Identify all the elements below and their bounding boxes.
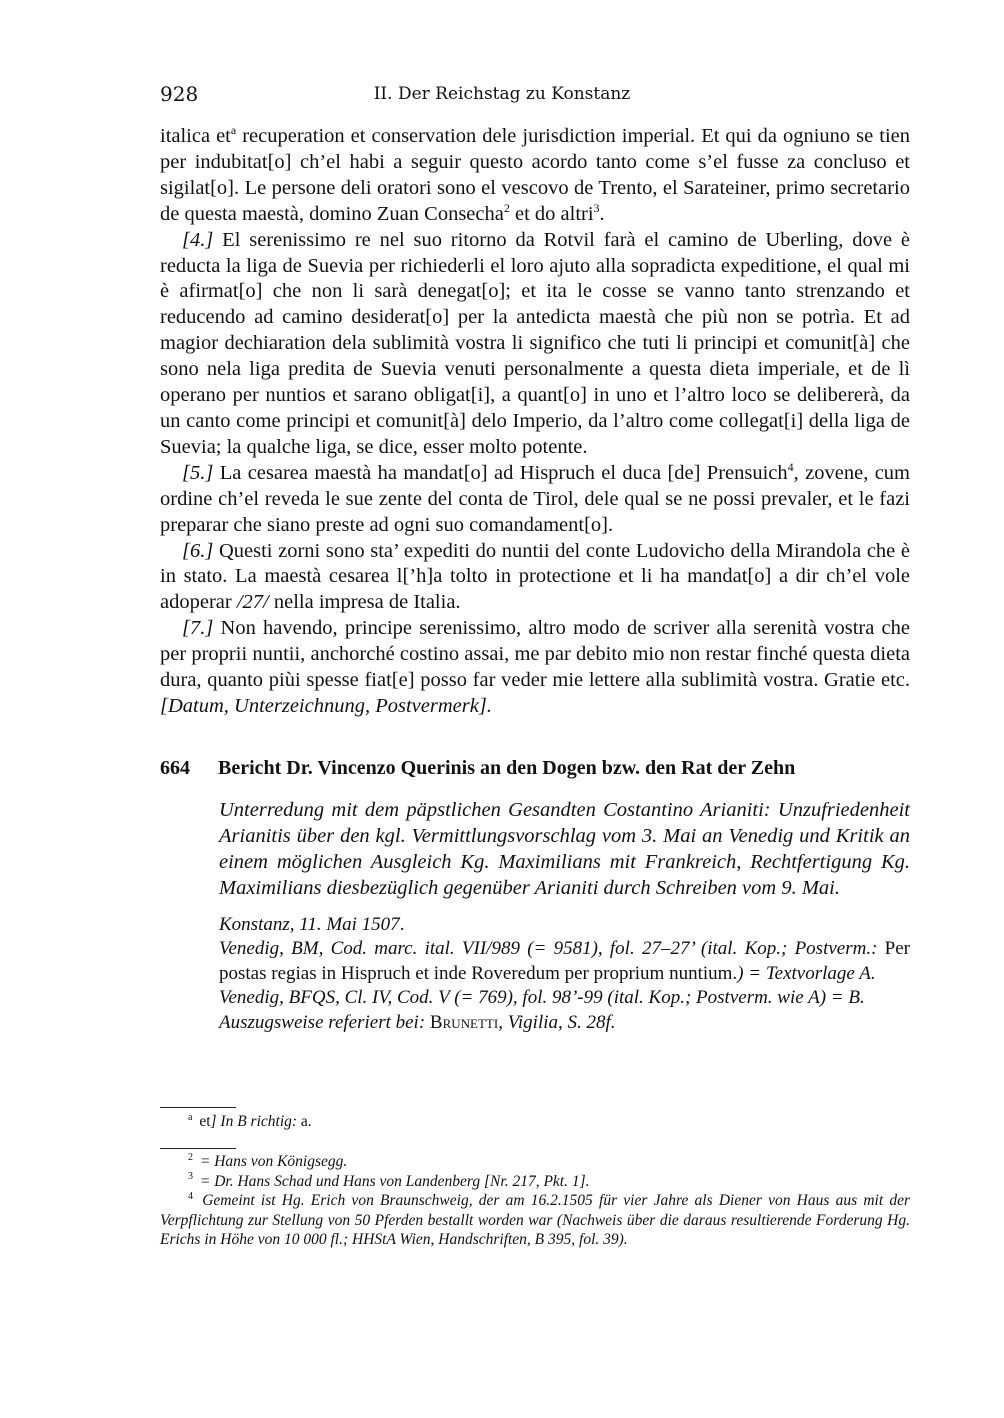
footnote-divider-number — [160, 1148, 236, 1149]
paragraph-4: [4.] El serenissimo re nel suo ritorno da Rotvil farà el camino de Uberling, dove è reducta la liga de Suevia per richiederli el loro ajuto alla sopradicta expeditione, el qual mi è afirmat[o] che non li sarà denegat[o]; et ita le cosse se vanno tanto strenzando et reducendo ad camino desiderat[o] per la antedicta maestà che più non se potrìa. Et ad magior dechiaration dela sublimità vostra li significo che tuti li principi et comunit[à] che sono nela liga predita de Suevia venuti personalmente a questa dieta imperiale, et de lì operano per nuntios et sarano obligat[i], a quant[o] in uno et l’altro loco se delibererà, da un canto come principi et comunit[à] delo Imperio, da l’altro come collegat[i] della liga de Suevia; la qualche liga, se dice, esser molto potente. — [160, 228, 910, 458]
document-abstract: Unterredung mit dem päpstlichen Gesandten Costantino Arianiti: Unzufriedenheit Arianitis über den kgl. Vermittlungsvorschlag vom 3. Mai an Venedig und Kritik an einem möglichen Ausgleich Kg. Maximilians mit Frankreich, Rechtfertigung Kg. Maximilians diesbezüglich gegenüber Arianiti durch Schreiben vom 9. Mai. — [219, 799, 910, 899]
paragraph-label: [6.] — [182, 539, 214, 562]
folio-marker: /27/ — [236, 591, 269, 614]
paragraph-label: [7.] — [182, 617, 214, 640]
source-a: Venedig, BM, Cod. marc. ital. VII/989 (= 9581), fol. 27–27’ (ital. Kop.; Postverm.: Per postas regias in Hispruch et inde Roveredum per proprium nuntium.) = Textvorlage A. — [219, 938, 910, 984]
paragraph-6: [6.] Questi zorni sono sta’ expediti do nuntii del conte Ludovicho della Mirandola che è in stato. La maestà cesarea l[’h]a tolto in protectione et li ha mandat[o] a dir ch’el vole adoperar /27/ nella impresa de Italia. — [160, 539, 910, 614]
literature-author: Brunetti — [429, 1011, 499, 1033]
document-heading — [160, 757, 910, 780]
place-date: Konstanz, 11. Mai 1507. — [219, 914, 405, 935]
paragraph-5: [5.] La cesarea maestà ha mandat[o] ad Hispruch el duca [de] Prensuich$^4$, zovene, cum ordine ch’el reveda le sue zente del conta de Tirol, dele qual se ne possi prevaler, et le fazi preparar che siano preste ad ogni suo comandament[o]. — [160, 459, 910, 536]
footnotes-number — [160, 1152, 910, 1250]
footnote-divider-letter — [160, 1107, 236, 1108]
footnote-3: $^3$ = Dr. Hans Schad und Hans von Landenberg [Nr. 217, Pkt. 1]. — [188, 1171, 590, 1190]
paragraph-label: [4.] — [182, 228, 214, 251]
paragraph-label: [5.] — [182, 461, 214, 484]
paragraph-1: italica $et^a$ recuperation et conservation dele jurisdiction imperial. Et qui da ogniuno se tien per indubitat[o] ch’el habi a seguir questo acordo tanto come s’el fusse za concluso et sigilat[o]. Le persone deli oratori sono el vescovo de Trento, el Sarateiner, primo secretario de questa maestà, domino Zuan Consecha$^2$ et do altri$^3$. — [160, 123, 910, 225]
paragraph-7: [7.] Non havendo, principe serenissimo, altro modo de scriver alla serenità vostra che per proprii nuntii, anchorché costino assai, me par debito mio non restar finché questa dieta dura, quanto piùi spesse fiat[e] posso far veder mie lettere alla sublimità vostra. Gratie etc. [Datum, Unterzeichnung, Postvermerk]. — [160, 617, 910, 717]
running-head: II. Der Reichstag zu Konstanz — [373, 84, 631, 104]
footnote-ref-a: a — [230, 123, 237, 138]
document-title: Bericht Dr. Vincenzo Querinis an den Dogen bzw. den Rat der Zehn — [218, 757, 796, 779]
closing-note: [Datum, Unterzeichnung, Postvermerk]. — [160, 694, 492, 717]
source-block — [219, 913, 910, 1035]
document-number: 664 — [160, 757, 190, 779]
edition-text — [160, 124, 910, 720]
footnote-ref-4: 4 — [787, 459, 794, 474]
footnote-a: $^a$ et] In B richtig: a. — [188, 1111, 312, 1130]
footnote-2: $^2$ = Hans von Königsegg. — [188, 1151, 348, 1170]
footnotes-letter — [160, 1112, 910, 1132]
footnote-ref-3: 3 — [593, 200, 600, 215]
literature: Auszugsweise referiert bei: Brunetti, Vigilia, S. 28f. — [219, 1011, 616, 1033]
footnote-ref-2: 2 — [503, 200, 510, 215]
source-b: Venedig, BFQS, Cl. IV, Cod. V (= 769), fol. 98’-99 (ital. Kop.; Postverm. wie A) = B. — [219, 987, 865, 1009]
page-number: 928 — [160, 82, 199, 106]
footnote-4: $^4$ Gemeint ist Hg. Erich von Braunschweig, der am 16.2.1505 für vier Jahre als Diener von Haus aus mit der Verpflichtung zur Stellung von 50 Pferden bestallt worden war (Nachweis über die daraus resultierende Forderung Hg. Erichs in Höhe von 10 000 fl.; HHStA Wien, Handschriften, B 395, fol. 39). — [160, 1190, 910, 1248]
